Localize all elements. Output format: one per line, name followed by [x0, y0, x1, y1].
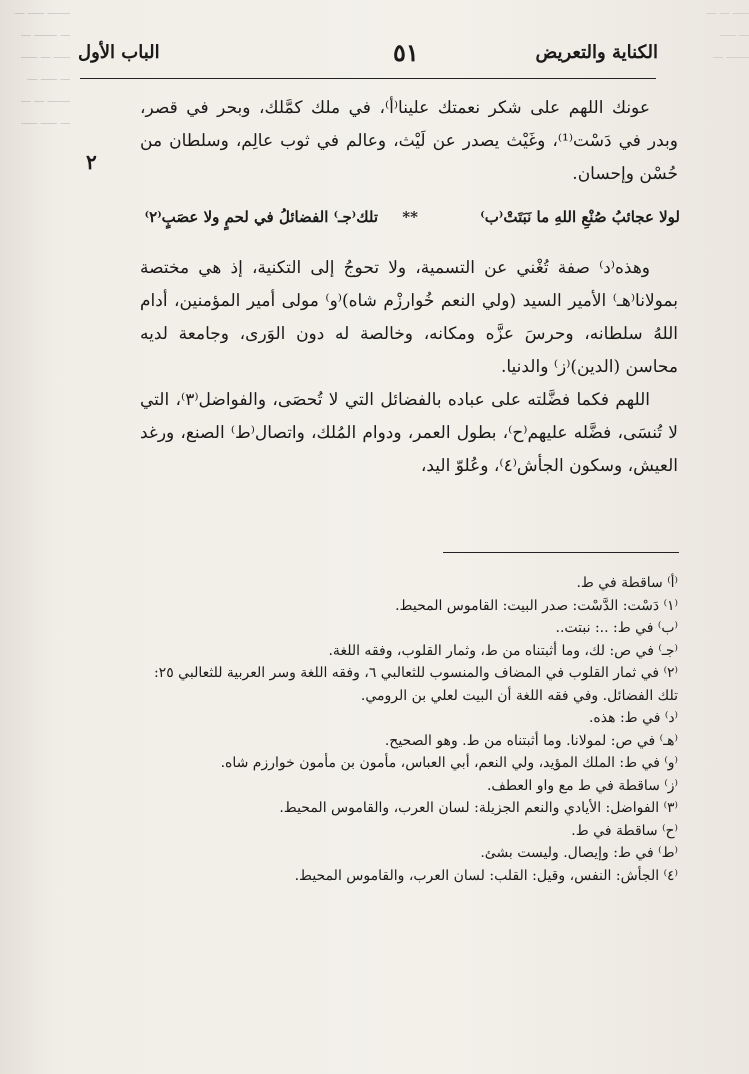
main-text	[140, 92, 678, 191]
footnote: ⁽هـ⁾ في ص: لمولانا. وما أثبتناه من ط. وهو الصحيح.	[384, 732, 678, 749]
verse-line	[120, 208, 680, 238]
verse-separator: **	[402, 208, 418, 226]
footnote: ⁽٣⁾ الفواضل: الأيادي والنعم الجزيلة: لسان العرب، والقاموس المحيط.	[279, 800, 678, 816]
page-number: ٥١	[393, 38, 419, 67]
footnotes	[140, 572, 678, 887]
verse-second-hemistich: تلك⁽جـ⁾ الفضائلُ في لحمٍ ولا عصَبٍ⁽٢⁾	[144, 208, 378, 226]
footnote: ⁽ح⁾ ساقطة في ط.	[571, 822, 678, 839]
header-rule	[80, 78, 656, 79]
footnote: ⁽د⁾ في ط: هذه.	[588, 710, 678, 726]
footnote: ⁽٢⁾ في ثمار القلوب في المضاف والمنسوب للثعالبي ٦، وفقه اللغة وسر العربية للثعالبي ٢٥: تلك الفضائل. وفي فقه اللغة أن البيت لعلي بن الرومي.	[153, 665, 678, 704]
footnote: ⁽أ⁾ ساقطة في ط.	[576, 575, 678, 591]
running-header	[78, 38, 658, 74]
footnote-rule	[443, 552, 679, 553]
paragraph-3: اللهم فكما فضَّلته على عباده بالفضائل التي لا تُحصَى، والفواضل⁽٣⁾، التي لا تُنسَى، فضَّله عليهم⁽ح⁾، بطول العمر، ودوام المُلك، واتصال⁽ط⁾ الصنع، ورغد العيش، وسكون الجأش⁽٤⁾، وعُلوّ اليد،	[140, 390, 678, 476]
footnote: ⁽ز⁾ ساقطة في ط مع واو العطف.	[486, 777, 678, 794]
paragraph-2: وهذه⁽د⁾ صفة تُغْني عن التسمية، ولا تحوجُ إلى التكنية، إذ هي مختصة بمولانا⁽هـ⁾ الأمير السيد (ولي النعم خُوارزْم شاه)⁽و⁾ مولى أمير المؤمنين، أدام اللهُ سلطانه، وحرسَ عزَّه ومكانه، وخالصة له دون الوَرى، وجامعة لديه محاسن (الدين)⁽ز⁾ والدنيا.	[140, 258, 678, 377]
verse-first-hemistich: لولا عجائبُ صُنْعِ اللهِ ما نَبَتَتْ⁽ب⁾	[480, 208, 680, 226]
footnote: ⁽١⁾ دَسْت: الدَّسْت: صدر البيت: القاموس المحيط.	[395, 597, 678, 614]
footnote: ⁽ب⁾ في ط: ..: نبتت..	[555, 620, 678, 636]
footnote: ⁽٤⁾ الجأش: النفس، وقيل: القلب: لسان العرب، والقاموس المحيط.	[294, 867, 678, 884]
main-text-continued	[140, 252, 678, 483]
margin-folio-number: ٢	[86, 150, 97, 174]
header-chapter-title: الباب الأول	[78, 42, 160, 63]
footnote: ⁽ط⁾ في ط: وإيصال. وليست بشئ.	[480, 845, 678, 861]
bleed-through-text-right: ـــــ ـــ ـــ ـــ ـــــ ـــــــ ـــ	[706, 4, 749, 61]
paragraph-1: عونك اللهم على شكر نعمتك علينا⁽أ⁾، في ملك كمَّلك، وبحر في قصر، وبدر في دَسْت⁽¹⁾، وغَيْث يصدر عن لَيْث، وعالم في ثوب عالِم، وسلطان من حُسْن وإحسان.	[140, 98, 678, 184]
header-book-title: الكناية والتعريض	[535, 42, 658, 63]
footnote: ⁽جـ⁾ في ص: لك، وما أثبتناه من ط، وثمار القلوب، وفقه اللغة.	[328, 642, 678, 659]
footnote: ⁽و⁾ في ط: الملك المؤيد، ولي النعم، أبي العباس، مأمون بن مأمون خوارزم شاه.	[220, 755, 678, 771]
bleed-through-text-left: ـــــــ ـــــ ـــ ـــ ـــــــ ـــ ـــــ ـــ ـــــ ـــ ـــــ ـــ ـــــــ ـــ ـــ ـــ ـــــ ـــــ	[14, 4, 70, 127]
